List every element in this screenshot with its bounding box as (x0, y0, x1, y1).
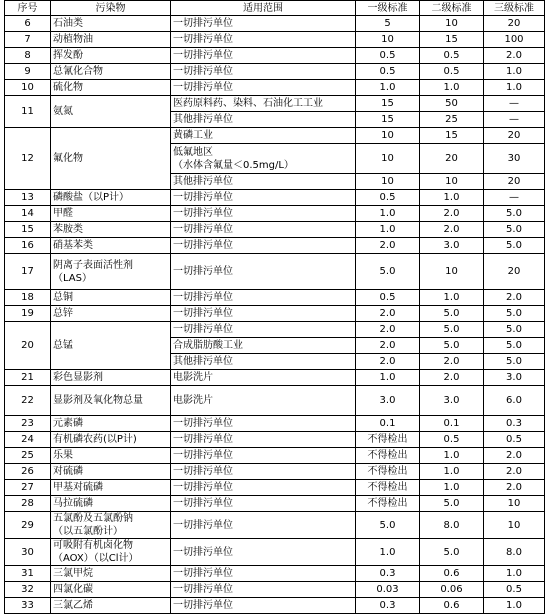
pollutant-standards-table (4, 0, 545, 614)
cell-no: 23 (5, 416, 51, 432)
table-row (5, 128, 545, 144)
cell-scope: 一切排污单位 (171, 448, 356, 464)
cell-level3: 20 (484, 128, 545, 144)
cell-level1: 3.0 (356, 386, 420, 416)
cell-level3: 1.0 (484, 80, 545, 96)
cell-level2: 1.0 (420, 464, 484, 480)
table-row (5, 598, 545, 614)
cell-scope: 一切排污单位 (171, 566, 356, 582)
cell-level2: 0.5 (420, 48, 484, 64)
cell-no: 16 (5, 238, 51, 254)
cell-pollutant: 硫化物 (51, 80, 171, 96)
table-row (5, 322, 545, 338)
cell-level3: — (484, 96, 545, 112)
cell-level3: 10 (484, 496, 545, 512)
cell-level1: 10 (356, 174, 420, 190)
cell-level1: 1.0 (356, 206, 420, 222)
table-row (5, 48, 545, 64)
cell-level3: — (484, 190, 545, 206)
cell-pollutant: 总氰化合物 (51, 64, 171, 80)
table-row (5, 448, 545, 464)
header-pollutant: 污染物 (51, 1, 171, 16)
cell-level3: 5.0 (484, 354, 545, 370)
cell-scope: 合成脂肪酸工业 (171, 338, 356, 354)
cell-pollutant: 石油类 (51, 16, 171, 32)
cell-level2: 10 (420, 16, 484, 32)
table-row (5, 539, 545, 566)
cell-level3: 2.0 (484, 48, 545, 64)
header-level1: 一级标准 (356, 1, 420, 16)
cell-level2: 1.0 (420, 290, 484, 306)
cell-pollutant: 甲基对硫磷 (51, 480, 171, 496)
cell-level3: 30 (484, 144, 545, 174)
table-row (5, 238, 545, 254)
cell-scope: 一切排污单位 (171, 206, 356, 222)
cell-level1: 0.5 (356, 290, 420, 306)
cell-no: 25 (5, 448, 51, 464)
cell-pollutant: 彩色显影剂 (51, 370, 171, 386)
cell-level1: 不得检出 (356, 432, 420, 448)
cell-pollutant: 氟化物 (51, 128, 171, 190)
cell-scope: 其他排污单位 (171, 112, 356, 128)
cell-level1: 2.0 (356, 354, 420, 370)
cell-level2: 0.06 (420, 582, 484, 598)
cell-scope: 一切排污单位 (171, 290, 356, 306)
cell-pollutant: 总锌 (51, 306, 171, 322)
cell-level1: 1.0 (356, 80, 420, 96)
cell-level2: 25 (420, 112, 484, 128)
table-row (5, 254, 545, 290)
cell-no: 26 (5, 464, 51, 480)
cell-scope: 一切排污单位 (171, 539, 356, 566)
cell-pollutant: 乐果 (51, 448, 171, 464)
table-row (5, 582, 545, 598)
cell-scope: 一切排污单位 (171, 512, 356, 539)
cell-no: 31 (5, 566, 51, 582)
cell-pollutant: 元素磷 (51, 416, 171, 432)
cell-level1: 0.1 (356, 416, 420, 432)
cell-no: 14 (5, 206, 51, 222)
cell-pollutant: 三氯乙烯 (51, 598, 171, 614)
cell-level1: 0.03 (356, 582, 420, 598)
cell-scope: 一切排污单位 (171, 190, 356, 206)
cell-pollutant: 对硫磷 (51, 464, 171, 480)
cell-level2: 5.0 (420, 322, 484, 338)
cell-level2: 0.6 (420, 566, 484, 582)
cell-level1: 5.0 (356, 512, 420, 539)
cell-scope: 一切排污单位 (171, 254, 356, 290)
header-no: 序号 (5, 1, 51, 16)
table-row (5, 206, 545, 222)
cell-scope: 一切排污单位 (171, 480, 356, 496)
table-row (5, 370, 545, 386)
cell-level3: 0.5 (484, 582, 545, 598)
cell-level1: 不得检出 (356, 496, 420, 512)
cell-scope: 一切排污单位 (171, 64, 356, 80)
cell-level2: 3.0 (420, 386, 484, 416)
cell-scope: 一切排污单位 (171, 416, 356, 432)
cell-no: 27 (5, 480, 51, 496)
cell-pollutant: 显影剂及氧化物总量 (51, 386, 171, 416)
table-row (5, 512, 545, 539)
cell-pollutant: 磷酸盐（以P计） (51, 190, 171, 206)
cell-level3: 5.0 (484, 306, 545, 322)
cell-level1: 0.3 (356, 598, 420, 614)
cell-pollutant: 马拉硫磷 (51, 496, 171, 512)
cell-no: 18 (5, 290, 51, 306)
cell-level1: 1.0 (356, 539, 420, 566)
cell-level3: 10 (484, 512, 545, 539)
cell-level1: 2.0 (356, 238, 420, 254)
cell-level3: 2.0 (484, 290, 545, 306)
cell-no: 17 (5, 254, 51, 290)
table-row (5, 80, 545, 96)
cell-pollutant: 硝基苯类 (51, 238, 171, 254)
header-level3: 三级标准 (484, 1, 545, 16)
cell-level3: 1.0 (484, 566, 545, 582)
cell-level1: 15 (356, 96, 420, 112)
cell-level2: 8.0 (420, 512, 484, 539)
cell-no: 29 (5, 512, 51, 539)
cell-level2: 1.0 (420, 480, 484, 496)
table-row (5, 416, 545, 432)
cell-no: 21 (5, 370, 51, 386)
table-row (5, 496, 545, 512)
cell-scope: 一切排污单位 (171, 48, 356, 64)
table-row (5, 16, 545, 32)
cell-level3: 8.0 (484, 539, 545, 566)
cell-level2: 5.0 (420, 338, 484, 354)
cell-level1: 15 (356, 112, 420, 128)
cell-scope: 一切排污单位 (171, 598, 356, 614)
cell-level3: 2.0 (484, 464, 545, 480)
cell-level3: 5.0 (484, 338, 545, 354)
cell-level1: 0.5 (356, 64, 420, 80)
cell-pollutant: 四氯化碳 (51, 582, 171, 598)
cell-level1: 10 (356, 128, 420, 144)
cell-scope: 一切排污单位 (171, 582, 356, 598)
cell-no: 6 (5, 16, 51, 32)
cell-level3: 20 (484, 254, 545, 290)
cell-no: 32 (5, 582, 51, 598)
cell-level1: 1.0 (356, 222, 420, 238)
cell-no: 15 (5, 222, 51, 238)
cell-scope: 电影洗片 (171, 386, 356, 416)
cell-pollutant: 苯胺类 (51, 222, 171, 238)
cell-level2: 0.5 (420, 432, 484, 448)
table-row (5, 222, 545, 238)
cell-level2: 20 (420, 144, 484, 174)
cell-pollutant: 总锰 (51, 322, 171, 370)
cell-scope: 医药原料药、染料、石油化工工业 (171, 96, 356, 112)
cell-scope: 低氟地区 （水体含氟量＜0.5mg/L） (171, 144, 356, 174)
cell-level2: 5.0 (420, 306, 484, 322)
cell-pollutant: 甲醛 (51, 206, 171, 222)
cell-scope: 电影洗片 (171, 370, 356, 386)
table-row (5, 386, 545, 416)
cell-level2: 2.0 (420, 206, 484, 222)
cell-level2: 15 (420, 128, 484, 144)
cell-level2: 1.0 (420, 80, 484, 96)
cell-no: 13 (5, 190, 51, 206)
cell-level2: 5.0 (420, 539, 484, 566)
cell-pollutant: 总铜 (51, 290, 171, 306)
cell-level3: 3.0 (484, 370, 545, 386)
cell-level3: 0.5 (484, 432, 545, 448)
cell-level3: 5.0 (484, 206, 545, 222)
table-row (5, 306, 545, 322)
cell-level1: 0.5 (356, 190, 420, 206)
cell-pollutant: 可吸附有机卤化物 （AOX）（以Cl计） (51, 539, 171, 566)
cell-level2: 2.0 (420, 370, 484, 386)
cell-no: 33 (5, 598, 51, 614)
cell-pollutant: 氨氮 (51, 96, 171, 128)
header-row (5, 1, 545, 16)
cell-scope: 一切排污单位 (171, 238, 356, 254)
cell-no: 19 (5, 306, 51, 322)
cell-level1: 0.3 (356, 566, 420, 582)
cell-level2: 1.0 (420, 448, 484, 464)
cell-pollutant: 阴离子表面活性剂 （LAS） (51, 254, 171, 290)
table-row (5, 464, 545, 480)
cell-no: 8 (5, 48, 51, 64)
cell-no: 7 (5, 32, 51, 48)
cell-level2: 0.6 (420, 598, 484, 614)
cell-pollutant: 五氯酚及五氯酚钠 （以五氯酚计） (51, 512, 171, 539)
cell-level2: 5.0 (420, 496, 484, 512)
cell-pollutant: 有机磷农药(以P计) (51, 432, 171, 448)
cell-scope: 一切排污单位 (171, 32, 356, 48)
cell-no: 12 (5, 128, 51, 190)
cell-level1: 5 (356, 16, 420, 32)
cell-scope: 一切排污单位 (171, 464, 356, 480)
table-row (5, 64, 545, 80)
cell-no: 9 (5, 64, 51, 80)
cell-level2: 15 (420, 32, 484, 48)
cell-no: 10 (5, 80, 51, 96)
cell-level2: 2.0 (420, 354, 484, 370)
cell-scope: 一切排污单位 (171, 306, 356, 322)
cell-level1: 不得检出 (356, 464, 420, 480)
cell-level2: 3.0 (420, 238, 484, 254)
cell-scope: 一切排污单位 (171, 496, 356, 512)
cell-scope: 一切排污单位 (171, 222, 356, 238)
header-scope: 适用范围 (171, 1, 356, 16)
cell-level1: 1.0 (356, 370, 420, 386)
cell-level1: 不得检出 (356, 448, 420, 464)
cell-level3: 20 (484, 174, 545, 190)
cell-scope: 一切排污单位 (171, 322, 356, 338)
cell-no: 28 (5, 496, 51, 512)
cell-level3: 5.0 (484, 322, 545, 338)
table-row (5, 190, 545, 206)
cell-no: 22 (5, 386, 51, 416)
table-row (5, 290, 545, 306)
cell-level1: 2.0 (356, 338, 420, 354)
cell-level2: 0.1 (420, 416, 484, 432)
cell-level3: 5.0 (484, 238, 545, 254)
cell-level3: 2.0 (484, 480, 545, 496)
cell-level3: 20 (484, 16, 545, 32)
cell-level1: 2.0 (356, 322, 420, 338)
cell-pollutant: 三氯甲烷 (51, 566, 171, 582)
cell-level2: 1.0 (420, 190, 484, 206)
cell-level2: 50 (420, 96, 484, 112)
cell-scope: 其他排污单位 (171, 354, 356, 370)
cell-level3: 6.0 (484, 386, 545, 416)
table-row (5, 32, 545, 48)
cell-level3: 100 (484, 32, 545, 48)
cell-level3: — (484, 112, 545, 128)
cell-level2: 10 (420, 174, 484, 190)
cell-level3: 5.0 (484, 222, 545, 238)
cell-level2: 0.5 (420, 64, 484, 80)
cell-no: 20 (5, 322, 51, 370)
cell-scope: 其他排污单位 (171, 174, 356, 190)
cell-level3: 1.0 (484, 64, 545, 80)
cell-level3: 0.3 (484, 416, 545, 432)
cell-scope: 一切排污单位 (171, 432, 356, 448)
cell-no: 30 (5, 539, 51, 566)
table-row (5, 432, 545, 448)
cell-pollutant: 动植物油 (51, 32, 171, 48)
cell-no: 24 (5, 432, 51, 448)
cell-level1: 10 (356, 32, 420, 48)
cell-no: 11 (5, 96, 51, 128)
table-row (5, 566, 545, 582)
table-row (5, 480, 545, 496)
cell-level1: 0.5 (356, 48, 420, 64)
cell-pollutant: 挥发酚 (51, 48, 171, 64)
table-row (5, 96, 545, 112)
cell-scope: 一切排污单位 (171, 80, 356, 96)
header-level2: 二级标准 (420, 1, 484, 16)
cell-level3: 1.0 (484, 598, 545, 614)
cell-level1: 5.0 (356, 254, 420, 290)
cell-level1: 不得检出 (356, 480, 420, 496)
cell-level2: 2.0 (420, 222, 484, 238)
cell-scope: 黄磷工业 (171, 128, 356, 144)
cell-scope: 一切排污单位 (171, 16, 356, 32)
cell-level3: 2.0 (484, 448, 545, 464)
cell-level2: 10 (420, 254, 484, 290)
cell-level1: 10 (356, 144, 420, 174)
cell-level1: 2.0 (356, 306, 420, 322)
